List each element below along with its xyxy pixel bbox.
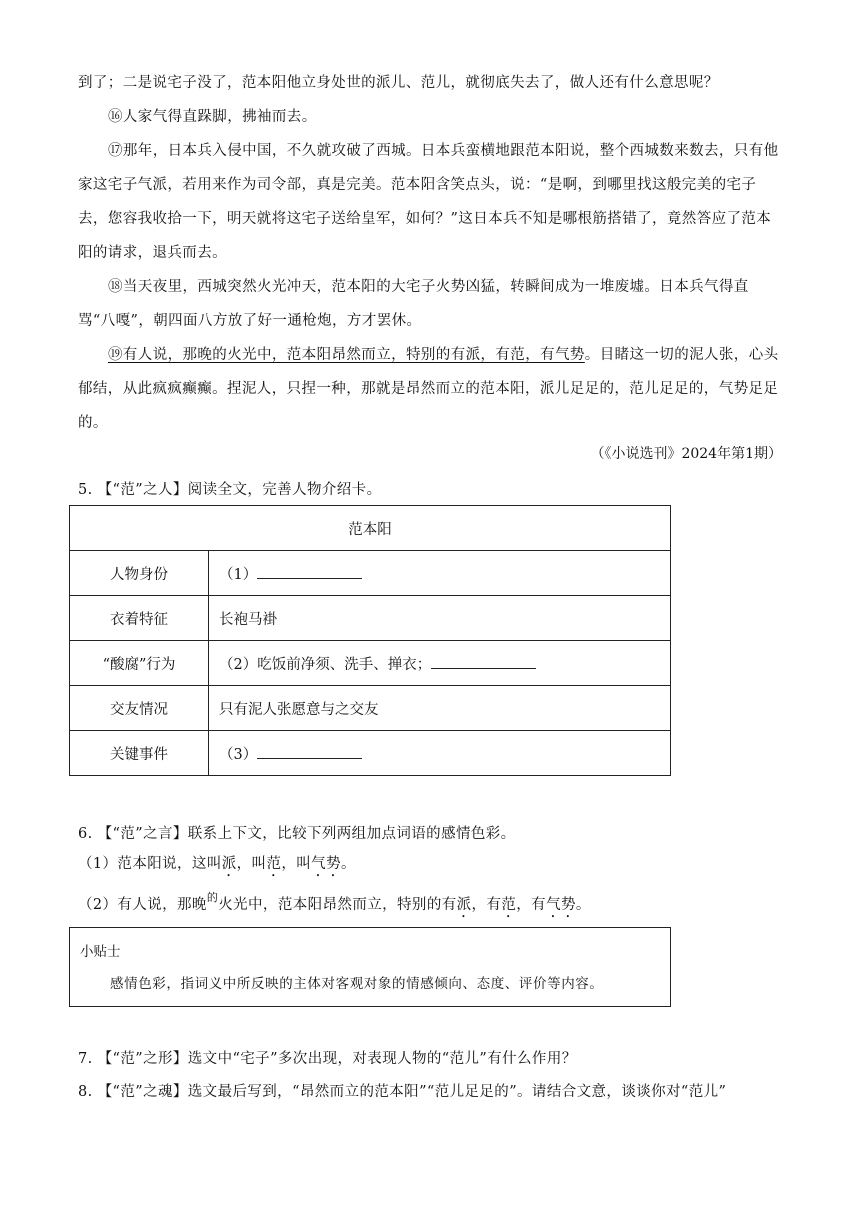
- card-title: 范本阳: [70, 506, 671, 551]
- paragraph-19-rest: 。目睹这一切的泥人张，心头郁结，从此疯疯癫癫。捏泥人，只捏一种，那就是昂然而立的范本阳，派儿足足的，范儿足足的，气势足足的。: [78, 347, 779, 431]
- answer-blank-1[interactable]: [257, 564, 362, 579]
- row-value: 长袍马褂: [209, 596, 671, 641]
- row-label: “酸腐”行为: [70, 641, 209, 686]
- row-label: 交友情况: [70, 686, 209, 731]
- row-label: 人物身份: [70, 551, 209, 596]
- character-card: [69, 505, 671, 776]
- row-value: （2）吃饭前净须、洗手、掸衣；: [209, 641, 671, 686]
- paragraph-19: [78, 338, 783, 440]
- dotted-word: 派: [456, 897, 472, 913]
- table-row: [70, 731, 671, 776]
- row-value: （1）: [209, 551, 671, 596]
- question-8: 8. 【“范”之魂】选文最后写到，“昂然而立的范本阳”“范儿足足的”。请结合文意，谈谈你对“范儿”: [78, 1084, 727, 1100]
- row-label: 衣着特征: [70, 596, 209, 641]
- paragraph-17: ⑰那年，日本兵入侵中国，不久就攻破了西城。日本兵蛮横地跟范本阳说，整个西城数来数去，只有他家这宅子气派，若用来作为司令部，真是完美。范本阳含笑点头，说：“是啊，到哪里找这般完美的宅子去，您容我收拾一下，明天就将这宅子送给皇军，如何？”这日本兵不知是哪根筋搭错了，竟然答应了范本阳的请求，退兵而去。: [78, 143, 779, 261]
- tip-title: 小贴士: [80, 944, 121, 960]
- table-row: [70, 596, 671, 641]
- tip-body: 感情色彩，指词义中所反映的主体对客观对象的情感倾向、态度、评价等内容。: [110, 976, 604, 992]
- row-value: （3）: [209, 731, 671, 776]
- question-7: 7. 【“范”之形】选文中“宅子”多次出现，对表现人物的“范儿”有什么作用？: [78, 1051, 577, 1067]
- tip-box: [69, 927, 671, 1007]
- dotted-word: 派: [221, 856, 237, 872]
- answer-blank-3[interactable]: [257, 744, 362, 759]
- question-6-sentence-2: （2）有人说，那晚$^的$火光中，范本阳昂然而立，特别的有派，有范，有气势。: [78, 891, 591, 913]
- table-row: [70, 641, 671, 686]
- row-label: 关键事件: [70, 731, 209, 776]
- dotted-word: 气势: [311, 856, 341, 872]
- dotted-word: 范: [266, 856, 282, 872]
- answer-blank-2[interactable]: [431, 654, 536, 669]
- table-row: [70, 551, 671, 596]
- dotted-word: 范: [501, 897, 517, 913]
- question-6: 6. 【“范”之言】联系上下文，比较下列两组加点词语的感情色彩。: [78, 826, 516, 842]
- paragraph-16: ⑯人家气得直跺脚，拂袖而去。: [108, 109, 317, 125]
- question-5: 5. 【“范”之人】阅读全文，完善人物介绍卡。: [78, 482, 382, 498]
- question-6-sentence-1: （1）范本阳说，这叫派，叫范，叫气势。: [78, 856, 356, 872]
- underlined-sentence: ⑲有人说，那晚的火光中，范本阳昂然而立，特别的有派，有范，有气势: [108, 347, 585, 363]
- source-citation: （《小说选刊》2024年第1期）: [590, 446, 782, 462]
- table-row: [70, 686, 671, 731]
- paragraph-continued: 到了；二是说宅子没了，范本阳他立身处世的派儿、范儿，就彻底失去了，做人还有什么意思呢？: [78, 75, 719, 91]
- paragraph-18: ⑱当天夜里，西城突然火光冲天，范本阳的大宅子火势凶猛，转瞬间成为一堆废墟。日本兵气得直骂“八嘎”，朝四面八方放了好一通枪炮，方才罢休。: [78, 279, 749, 329]
- dotted-word: 气势: [546, 897, 576, 913]
- inserted-character: 的: [206, 891, 219, 904]
- row-value: 只有泥人张愿意与之交友: [209, 686, 671, 731]
